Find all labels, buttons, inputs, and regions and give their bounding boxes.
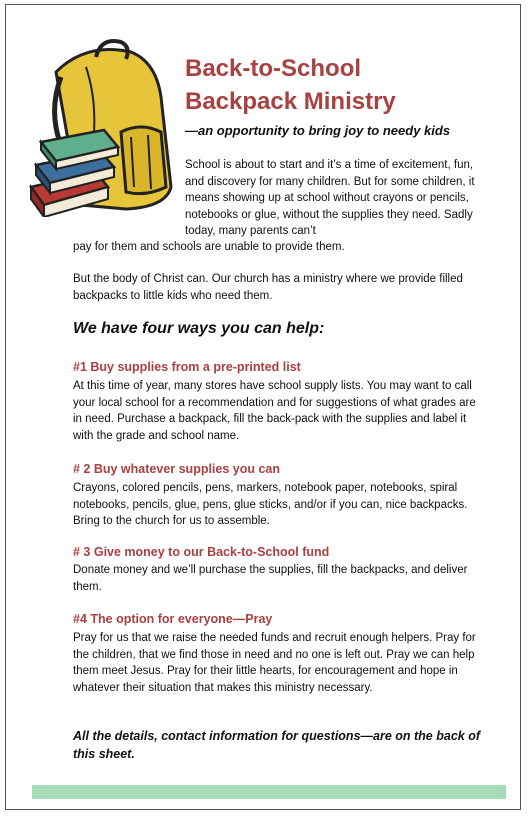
title-line-1: Back-to-School bbox=[185, 55, 362, 82]
section-heading-4: #4 The option for everyone—Pray bbox=[73, 612, 273, 626]
intro-paragraph: School is about to start and it’s a time of excitement, fun, and discovery for many children. But for some children, it means showing up at school without crayons or pencils, notebooks or glue, without the supplies they need. Sadly today, many parents can’t bbox=[185, 159, 475, 237]
intro-paragraph-end: pay for them and schools are unable to provide them. bbox=[73, 241, 345, 253]
backpack-with-books-icon bbox=[26, 37, 186, 217]
section-heading-3: # 3 Give money to our Back-to-School fund bbox=[73, 545, 330, 559]
footer-bar bbox=[32, 785, 506, 799]
help-heading: We have four ways you can help: bbox=[73, 320, 325, 337]
section-body-3: Donate money and we’ll purchase the supplies, fill the backpacks, and deliver them. bbox=[73, 564, 468, 593]
section-body-1: At this time of year, many stores have school supply lists. You may want to call your local school for a recommendation and for suggestions of what grades are in need. Purchase a backpack, fill the back-pack with the supplies and label it with the grade and school name. bbox=[73, 380, 476, 442]
subtitle: —an opportunity to bring joy to needy kids bbox=[185, 123, 451, 138]
section-body-4: Pray for us that we raise the needed funds and recruit enough helpers. Pray for the children, that we find those in need and no one is left out. Pray we can help them meet Jesus. Pray for their little hearts, for encouragement and hope in whatever their situation that makes this ministry necessary. bbox=[73, 632, 476, 694]
section-heading-1: #1 Buy supplies from a pre-printed list bbox=[73, 360, 301, 374]
title-line-2: Backpack Ministry bbox=[185, 88, 396, 115]
section-heading-2: # 2 Buy whatever supplies you can bbox=[73, 462, 281, 476]
page-title bbox=[185, 52, 396, 118]
section-body-2: Crayons, colored pencils, pens, markers, notebook paper, notebooks, spiral notebooks, pencils, glue, pens, glue sticks, and/or if you can, nice backpacks. Bring to the church for us to assemble. bbox=[73, 482, 468, 527]
intro-paragraph-2: But the body of Christ can. Our church has a ministry where we provide filled backpacks to little kids who need them. bbox=[73, 273, 463, 302]
closing-note: All the details, contact information for questions—are on the back of this sheet. bbox=[73, 729, 480, 761]
flyer-page bbox=[5, 4, 521, 810]
